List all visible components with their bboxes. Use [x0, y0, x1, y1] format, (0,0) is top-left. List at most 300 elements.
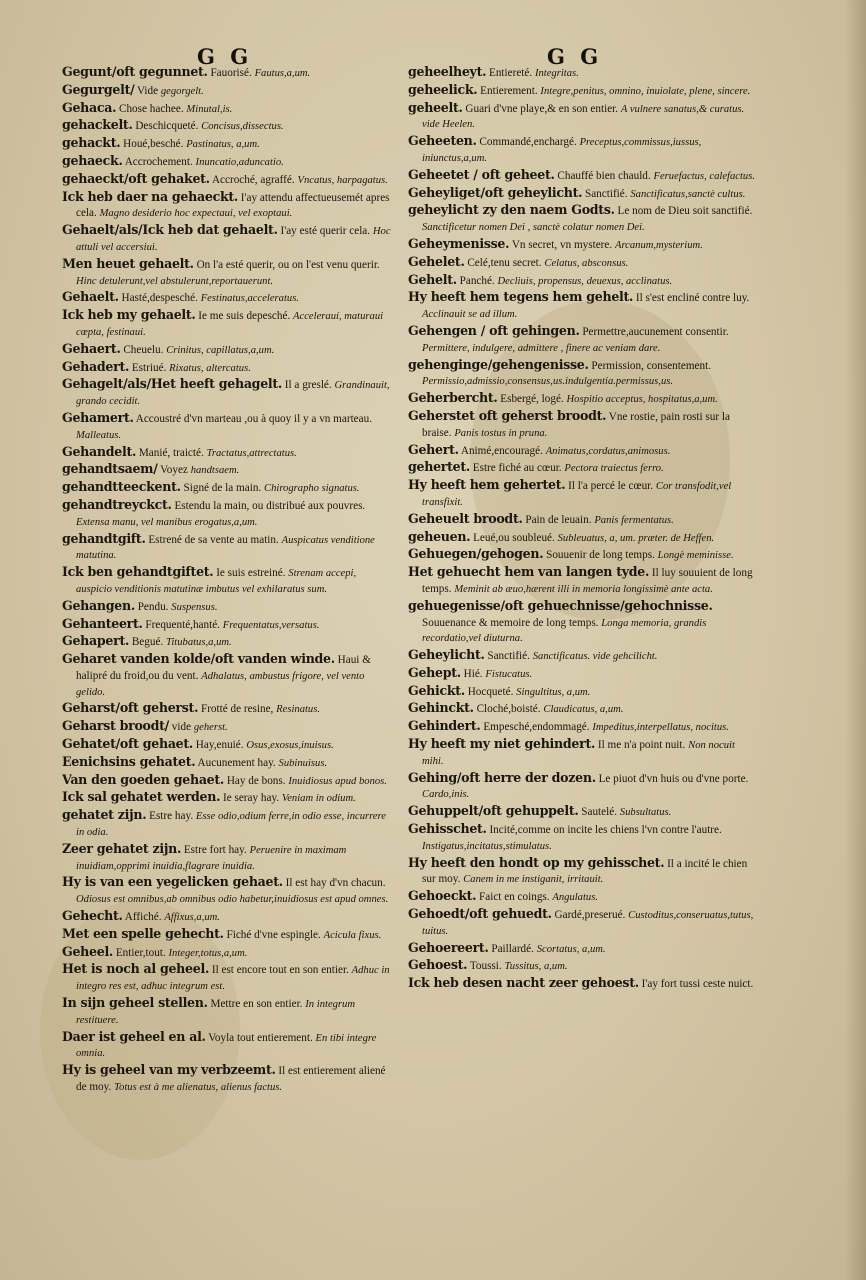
latin-gloss: Adhalatus, ambustus frigore, vel vento gelido.: [76, 670, 365, 698]
latin-gloss: Magno desiderio hoc expectaui, vel exoptaui.: [99, 208, 293, 220]
headword: Gehangen.: [62, 597, 135, 613]
headword: Gehaert.: [62, 340, 121, 356]
latin-gloss: Hoc attuli vel accersiui.: [76, 226, 391, 253]
dictionary-entry: [62, 564, 392, 598]
latin-gloss: Osus,exosus,inuisus.: [246, 740, 334, 752]
latin-gloss: Hospitio acceptus, hospitatus,a,um.: [566, 394, 718, 406]
latin-gloss: Totus est à me alienatus, alienus factus.: [114, 1082, 283, 1094]
french-gloss: Vide: [137, 84, 159, 97]
page-fold-shadow: [845, 0, 866, 1280]
latin-gloss: Frequentatus,versatus.: [222, 619, 320, 631]
dictionary-entry: [408, 202, 758, 236]
french-gloss: Manié, traicté.: [138, 446, 204, 459]
dictionary-entry: [408, 803, 758, 821]
dictionary-entry: [62, 410, 392, 444]
french-gloss: I'ay esté querir cela.: [280, 225, 371, 238]
headword: Ick sal gehatet werden.: [62, 789, 221, 805]
dictionary-entry: [408, 957, 758, 975]
page-header-left: G G: [197, 44, 253, 69]
dictionary-entry: [62, 359, 392, 377]
latin-gloss: Permissio,admissio,consensus,us.indulgentia.permissus,us.: [422, 376, 674, 388]
headword: Hy heeft hem tegens hem gehelt.: [408, 289, 634, 305]
dictionary-entry: [62, 807, 392, 841]
latin-gloss: Preceptus,commissus,iussus, iniunctus,a,um.: [422, 137, 702, 164]
headword: Geheetet / oft geheet.: [408, 166, 555, 182]
headword: Van den goeden gehaet.: [62, 771, 225, 787]
french-gloss: Paillardé.: [491, 942, 534, 955]
french-gloss: Voyla tout entierement.: [208, 1031, 313, 1044]
headword: Gehoereert.: [408, 939, 489, 955]
french-gloss: Entiereté.: [488, 67, 533, 79]
latin-gloss: Esse odio,odium ferre,in odio esse, incurrere in odia.: [76, 811, 386, 839]
left-column: [62, 64, 392, 1096]
right-column: [408, 64, 758, 993]
headword: Gehatet/oft gehaet.: [62, 736, 193, 752]
french-gloss: Estendu la main, ou distribué aux pouvres.: [174, 499, 366, 512]
dictionary-entry: [408, 442, 758, 460]
latin-gloss: Inuncatio,aduncatio.: [195, 156, 284, 168]
latin-gloss: Tractatus,attrectatus.: [206, 447, 297, 459]
latin-gloss: Claudicatus, a,um.: [543, 704, 624, 716]
headword: Ick heb desen nacht zeer gehoest.: [408, 975, 639, 991]
dictionary-entry: [408, 718, 758, 736]
headword: Gehing/oft herre der dozen.: [408, 769, 596, 785]
french-gloss: Mettre en son entier.: [210, 998, 303, 1011]
french-gloss: Vn secret, vn mystere.: [511, 238, 613, 251]
dictionary-entry: [408, 357, 758, 391]
dictionary-entry: [62, 1062, 392, 1096]
dictionary-entry: [62, 789, 392, 807]
french-gloss: Toussi.: [469, 960, 502, 973]
dictionary-entry: [62, 444, 392, 462]
french-gloss: Le piuot d'vn huis ou d'vne porte.: [598, 772, 749, 785]
headword: Gehaelt/als/Ick heb dat gehaelt.: [62, 222, 278, 238]
french-gloss: Le nom de Dieu soit sanctifié.: [617, 205, 753, 218]
french-gloss: Deschicqueté.: [135, 120, 199, 133]
french-gloss: Hasté,despesché.: [121, 292, 198, 305]
headword: Geherstet oft geherst broodt.: [408, 407, 607, 423]
headword: Gehindert.: [408, 718, 481, 734]
dictionary-entry: [62, 171, 392, 189]
latin-gloss: Meminit ab æuo,hærent illi in memoria longissimè ante acta.: [454, 583, 713, 595]
latin-gloss: Singultitus, a,um.: [516, 686, 591, 698]
latin-gloss: Cor transfodit,vel transfixit.: [422, 481, 732, 508]
french-gloss: Faict en coings.: [479, 891, 550, 904]
french-gloss: Il est hay d'vn chacun.: [285, 877, 386, 890]
french-gloss: Estre hay.: [149, 810, 194, 823]
french-gloss: Incité,comme on incite les chiens l'vn contre l'autre.: [489, 824, 722, 837]
headword: geheelheyt.: [408, 64, 487, 79]
dictionary-entry: [62, 479, 392, 497]
latin-gloss: Adhuc in integro res est, adhuc integrum est.: [76, 965, 390, 993]
latin-gloss: Celatus, absconsus.: [544, 257, 629, 269]
latin-gloss: Canem in me instiganit, irritauit.: [463, 874, 604, 886]
french-gloss: Leué,ou soubleué.: [473, 531, 555, 544]
latin-gloss: geherst.: [193, 722, 228, 734]
latin-gloss: En tibi integre omnia.: [76, 1032, 377, 1060]
french-gloss: Estrené de sa vente au matin.: [148, 533, 279, 546]
latin-gloss: Inuidiosus apud bonos.: [288, 775, 387, 787]
latin-gloss: Rixatus, altercatus.: [169, 362, 251, 374]
french-gloss: Gardé,preserué.: [554, 909, 626, 922]
dictionary-entry: [62, 497, 392, 531]
french-gloss: Aucunement hay.: [197, 756, 276, 769]
headword: Gehickt.: [408, 682, 465, 698]
headword: gehaeck.: [62, 152, 123, 168]
dictionary-entry: [62, 461, 392, 479]
dictionary-entry: [62, 874, 392, 908]
latin-gloss: Custoditus,conseruatus,tutus, tuitus.: [422, 910, 754, 937]
latin-gloss: Crinitus, capillatus,a,um.: [166, 344, 275, 356]
french-gloss: Vne rostie, pain rosti sur la braise.: [422, 410, 730, 439]
dictionary-entry: [62, 153, 392, 171]
french-gloss: Commandé,enchargé.: [479, 136, 577, 149]
latin-gloss: Permittere, indulgere, admittere , finere ac veniam dare.: [422, 342, 661, 354]
headword: Geheuelt broodt.: [408, 510, 523, 526]
latin-gloss: Animatus,cordatus,animosus.: [545, 445, 671, 457]
french-gloss: Signé de la main.: [183, 482, 262, 495]
latin-gloss: Pectora traiectus ferro.: [564, 463, 664, 475]
latin-gloss: In integrum restituere.: [76, 999, 356, 1026]
french-gloss: Entierement.: [480, 84, 538, 97]
latin-gloss: Resinatus.: [276, 704, 321, 716]
dictionary-entry: [408, 564, 758, 598]
dictionary-entry: [408, 167, 758, 185]
dictionary-entry: [62, 598, 392, 616]
dictionary-entry: [408, 855, 758, 889]
dictionary-entry: [62, 531, 392, 565]
dictionary-entry: [62, 944, 392, 962]
latin-gloss: Fautus,a,um.: [254, 68, 311, 79]
headword: Gegunt/oft gegunnet.: [62, 64, 208, 79]
headword: Gehoeckt.: [408, 888, 477, 904]
dictionary-entry: [408, 100, 758, 134]
latin-gloss: gegorgelt.: [160, 85, 204, 97]
page-header-right: G G: [547, 44, 603, 69]
headword: Gehert.: [408, 441, 459, 457]
french-gloss: Frequenté,hanté.: [145, 618, 220, 631]
dictionary-entry: [408, 459, 758, 477]
dictionary-entry: [62, 633, 392, 651]
dictionary-entry: [62, 256, 392, 290]
latin-gloss: handtsaem.: [190, 465, 240, 477]
latin-gloss: Minutal,is.: [186, 103, 233, 115]
french-gloss: Animé,encouragé.: [460, 444, 543, 457]
latin-gloss: Vncatus, harpagatus.: [297, 174, 388, 186]
headword: Gehandelt.: [62, 443, 137, 459]
headword: geheylicht zy den naem Godts.: [408, 202, 615, 218]
dictionary-entry: [62, 135, 392, 153]
french-gloss: Empesché,endommagé.: [483, 721, 590, 734]
headword: gehuegenisse/oft gehuechnisse/gehochnisse.: [408, 597, 713, 613]
french-gloss: Chauffé bien chauld.: [557, 169, 651, 182]
headword: gehatet zijn.: [62, 807, 147, 823]
headword: Gehapert.: [62, 633, 130, 649]
headword: Gehisschet.: [408, 821, 487, 837]
french-gloss: Celé,tenu secret.: [467, 256, 542, 269]
french-gloss: Frotté de resine,: [200, 703, 274, 716]
headword: gehandtteeckent.: [62, 479, 181, 495]
french-gloss: Permettre,aucunement consentir.: [582, 325, 729, 338]
latin-gloss: Feruefactus, calefactus.: [653, 170, 755, 182]
latin-gloss: Panis tostus in pruna.: [454, 427, 548, 439]
headword: Geheymenisse.: [408, 235, 510, 251]
dictionary-entry: [408, 940, 758, 958]
headword: Gehelt.: [408, 271, 457, 287]
dictionary-entry: [408, 477, 758, 511]
french-gloss: Il s'est encliné contre luy.: [635, 292, 750, 305]
french-gloss: Il a greslé.: [284, 379, 332, 392]
dictionary-entry: [408, 821, 758, 855]
french-gloss: Souuenance & memoire de long temps.: [422, 616, 599, 629]
dictionary-entry: [62, 616, 392, 634]
dictionary-entry: [408, 82, 758, 100]
french-gloss: Accoustré d'vn marteau ,ou à quoy il y a vn marteau.: [135, 412, 373, 425]
headword: Geheylicht.: [408, 647, 485, 663]
french-gloss: Pendu.: [137, 600, 169, 613]
latin-gloss: Integer,totus,a,um.: [168, 947, 248, 959]
french-gloss: Il me n'a point nuit.: [597, 739, 686, 752]
dictionary-entry: [62, 376, 392, 410]
french-gloss: Entier,tout.: [115, 946, 166, 959]
dictionary-entry: [408, 529, 758, 547]
headword: Geharst broodt/: [62, 718, 169, 734]
french-gloss: Il est encore tout en son entier.: [211, 964, 349, 977]
latin-gloss: Fistucatus.: [485, 668, 533, 680]
french-gloss: Il luy souuient de long temps.: [422, 567, 753, 595]
french-gloss: Houé,besché.: [123, 138, 184, 151]
french-gloss: Accrochement.: [124, 155, 193, 168]
latin-gloss: Sanctificatus,sanctè cultus.: [630, 188, 746, 200]
headword: Geheyliget/oft geheylicht.: [408, 184, 583, 200]
dictionary-entry: [62, 718, 392, 736]
french-gloss: Panché.: [459, 274, 495, 287]
headword: Gehoest.: [408, 957, 468, 973]
french-gloss: I'ay fort tussi ceste nuict.: [641, 978, 754, 991]
latin-gloss: Scortatus, a,um.: [536, 943, 606, 955]
headword: Hy is geheel van my verbzeemt.: [62, 1062, 276, 1078]
latin-gloss: Accelerauí, maturaui cœpta, festinaui.: [76, 311, 384, 338]
latin-gloss: Subinuisus.: [278, 757, 328, 769]
headword: Eenichsins gehatet.: [62, 753, 196, 769]
latin-gloss: Tussitus, a,um.: [504, 961, 568, 973]
french-gloss: Hié.: [463, 667, 483, 680]
dictionary-entry: [62, 289, 392, 307]
french-gloss: Hocqueté.: [467, 685, 514, 698]
french-gloss: Ie me suis depesché.: [198, 310, 291, 323]
french-gloss: Cloché,boisté.: [476, 703, 541, 716]
french-gloss: Accroché, agraffé.: [211, 173, 295, 186]
dictionary-entry: [62, 100, 392, 118]
headword: Gehamert.: [62, 409, 134, 425]
french-gloss: On l'a esté querir, ou on l'est venu querir.: [196, 258, 380, 271]
french-gloss: Estre fiché au cœur.: [472, 462, 562, 475]
dictionary-entry: [408, 770, 758, 804]
dictionary-entry: [62, 754, 392, 772]
latin-gloss: Non nocuit mihi.: [422, 740, 735, 767]
headword: Zeer gehatet zijn.: [62, 840, 182, 856]
dictionary-entry: [62, 222, 392, 256]
dictionary-entry: [408, 289, 758, 323]
latin-gloss: Impeditus,interpellatus, nocitus.: [592, 722, 729, 734]
dictionary-entry: [408, 323, 758, 357]
headword: geheuen.: [408, 528, 471, 544]
headword: Hy heeft hem gehertet.: [408, 477, 566, 493]
headword: Gehaelt.: [62, 289, 119, 305]
dictionary-entry: [62, 82, 392, 100]
dictionary-entry: [62, 189, 392, 223]
dictionary-entry: [62, 117, 392, 135]
latin-gloss: Extensa manu, vel manibus erogatus,a,um.: [76, 516, 258, 528]
latin-gloss: Longa memoria, grandis recordatio,vel diuturna.: [422, 617, 707, 645]
headword: Gehinckt.: [408, 700, 474, 716]
headword: Ick heb daer na gehaeckt.: [62, 188, 238, 204]
dictionary-entry: [62, 926, 392, 944]
dictionary-entry: [408, 665, 758, 683]
headword: In sijn geheel stellen.: [62, 995, 208, 1011]
french-gloss: Permission, consentement.: [591, 359, 712, 372]
french-gloss: Il l'a percé le cœur.: [568, 480, 654, 493]
headword: gehackelt.: [62, 117, 133, 133]
headword: Gehecht.: [62, 908, 123, 924]
headword: Gehept.: [408, 664, 461, 680]
latin-gloss: Hinc detulerunt,vel abstulerunt,reportauerunt.: [76, 275, 274, 287]
headword: Gehoedt/oft gehuedt.: [408, 906, 552, 922]
latin-gloss: Acclinauit se ad illum.: [422, 309, 518, 321]
latin-gloss: Suspensus.: [171, 601, 218, 613]
headword: Daer ist geheel en al.: [62, 1028, 206, 1044]
latin-gloss: Odiosus est omnibus,ab omnibus odio habetur,inuidiosus est apud omnes.: [76, 894, 389, 906]
headword: geheelt.: [408, 99, 463, 115]
dictionary-entry: [62, 1029, 392, 1063]
headword: gehandtreyckct.: [62, 496, 172, 512]
latin-gloss: Integre,penitus, omnino, inuiolate, plene, sincere.: [540, 85, 751, 97]
dictionary-entry: [408, 64, 758, 82]
dictionary-entry: [62, 651, 392, 700]
headword: Geharet vanden kolde/oft vanden winde.: [62, 651, 335, 667]
headword: Gehadert.: [62, 358, 130, 374]
latin-gloss: Concisus,dissectus.: [201, 121, 284, 133]
headword: gehackt.: [62, 135, 121, 151]
latin-gloss: Affixus,a,um.: [164, 912, 220, 924]
french-gloss: Affiché.: [124, 911, 162, 924]
french-gloss: Voyez: [160, 464, 188, 477]
headword: Gehuegen/gehogen.: [408, 546, 544, 562]
dictionary-entry: [408, 390, 758, 408]
french-gloss: Il est entierement aliené de moy.: [76, 1065, 386, 1094]
dictionary-entry: [62, 908, 392, 926]
headword: Geharst/oft geherst.: [62, 700, 199, 716]
latin-gloss: Titubatus,a,um.: [166, 637, 232, 649]
french-gloss: Il a incité le chien sur moy.: [422, 857, 748, 886]
headword: Hy heeft my niet gehindert.: [408, 736, 596, 752]
dictionary-entry: [408, 546, 758, 564]
french-gloss: Souuenir de long temps.: [546, 549, 655, 562]
dictionary-entry: [408, 975, 758, 993]
latin-gloss: Instigatus,incitatus,stimulatus.: [422, 840, 552, 852]
dictionary-entry: [408, 598, 758, 647]
latin-gloss: Angulatus.: [552, 892, 598, 904]
headword: Men heuet gehaelt.: [62, 255, 194, 271]
headword: Ick heb my gehaelt.: [62, 307, 196, 323]
headword: Geheeten.: [408, 133, 477, 149]
dictionary-entry: [408, 272, 758, 290]
dictionary-entry: [62, 995, 392, 1029]
latin-gloss: Subsultatus.: [619, 807, 672, 819]
headword: Gehelet.: [408, 253, 465, 269]
french-gloss: Fiché d'vne espingle.: [226, 928, 321, 941]
french-gloss: Cheuelu.: [123, 343, 164, 356]
headword: Ick ben gehandtgiftet.: [62, 564, 214, 580]
dictionary-entry: [408, 736, 758, 770]
headword: Gehaca.: [62, 99, 117, 115]
french-gloss: I'ay attendu affectueusemét apres cela.: [76, 191, 390, 220]
french-gloss: Haui & halipré du froid,ou du vent.: [76, 654, 371, 682]
dictionary-entry: [408, 236, 758, 254]
dictionary-entry: [408, 254, 758, 272]
french-gloss: Sanctifié.: [487, 650, 530, 663]
french-gloss: Chose hachee.: [119, 102, 184, 115]
latin-gloss: Longè meminisse.: [657, 550, 734, 562]
headword: Hy heeft den hondt op my gehisschet.: [408, 854, 665, 870]
headword: Gehanteert.: [62, 615, 143, 631]
french-gloss: Esbergé, logé.: [500, 393, 564, 406]
latin-gloss: Pastinatus, a,um.: [186, 139, 260, 151]
headword: Met een spelle gehecht.: [62, 925, 224, 941]
latin-gloss: Strenam accepi, auspicio venditionis matutinæ imbutus vel exhilaratus sum.: [76, 568, 357, 595]
dictionary-entry: [62, 341, 392, 359]
french-gloss: Estre fort hay.: [183, 843, 247, 856]
latin-gloss: Auspicatus venditione matutina.: [76, 534, 375, 562]
french-gloss: Begué.: [131, 636, 164, 649]
headword: Het gehuecht hem van langen tyde.: [408, 564, 650, 580]
latin-gloss: Integritas.: [534, 68, 579, 79]
latin-gloss: Grandinauit, grando cecidit.: [76, 380, 390, 408]
dictionary-entry: [408, 888, 758, 906]
french-gloss: Ie suis estreiné.: [216, 567, 286, 580]
headword: gehertet.: [408, 459, 470, 475]
latin-gloss: A vulnere sanatus,& curatus. vide Heelen.: [422, 103, 745, 131]
dictionary-entry: [62, 772, 392, 790]
dictionary-entry: [408, 647, 758, 665]
french-gloss: Hay,enuié.: [195, 739, 244, 752]
dictionary-entry: [408, 683, 758, 701]
latin-gloss: Subleuatus, a, um. præter. de Heffen.: [557, 532, 715, 544]
french-gloss: Guari d'vne playe,& en son entier.: [465, 102, 619, 115]
dictionary-entry: [62, 307, 392, 341]
headword: gehandtgift.: [62, 530, 146, 546]
headword: Gehuppelt/oft gehuppelt.: [408, 803, 579, 819]
latin-gloss: Arcanum,mysterium.: [614, 239, 703, 251]
headword: Gehagelt/als/Het heeft gehagelt.: [62, 376, 282, 392]
latin-gloss: Sanctificetur nomen Dei , sanctè colatur nomen Dei.: [422, 222, 645, 234]
latin-gloss: Sanctificatus. vide gehcilicht.: [532, 651, 658, 663]
headword: gehenginge/gehengenisse.: [408, 356, 589, 372]
dictionary-entry: [408, 133, 758, 167]
dictionary-entry: [408, 511, 758, 529]
headword: Hy is van een yegelicken gehaet.: [62, 874, 283, 890]
headword: gehandtsaem/: [62, 461, 158, 477]
french-gloss: Hay de bons.: [226, 774, 286, 787]
headword: Gegurgelt/: [62, 81, 135, 97]
latin-gloss: Decliuis, propensus, deuexus, acclinatus.: [497, 275, 673, 287]
french-gloss: Sautelé.: [581, 806, 617, 819]
headword: geheelick.: [408, 81, 478, 97]
headword: Het is noch al geheel.: [62, 961, 210, 977]
latin-gloss: Veniam in odium.: [281, 793, 356, 805]
dictionary-entry: [62, 961, 392, 995]
headword: Geheel.: [62, 943, 114, 959]
